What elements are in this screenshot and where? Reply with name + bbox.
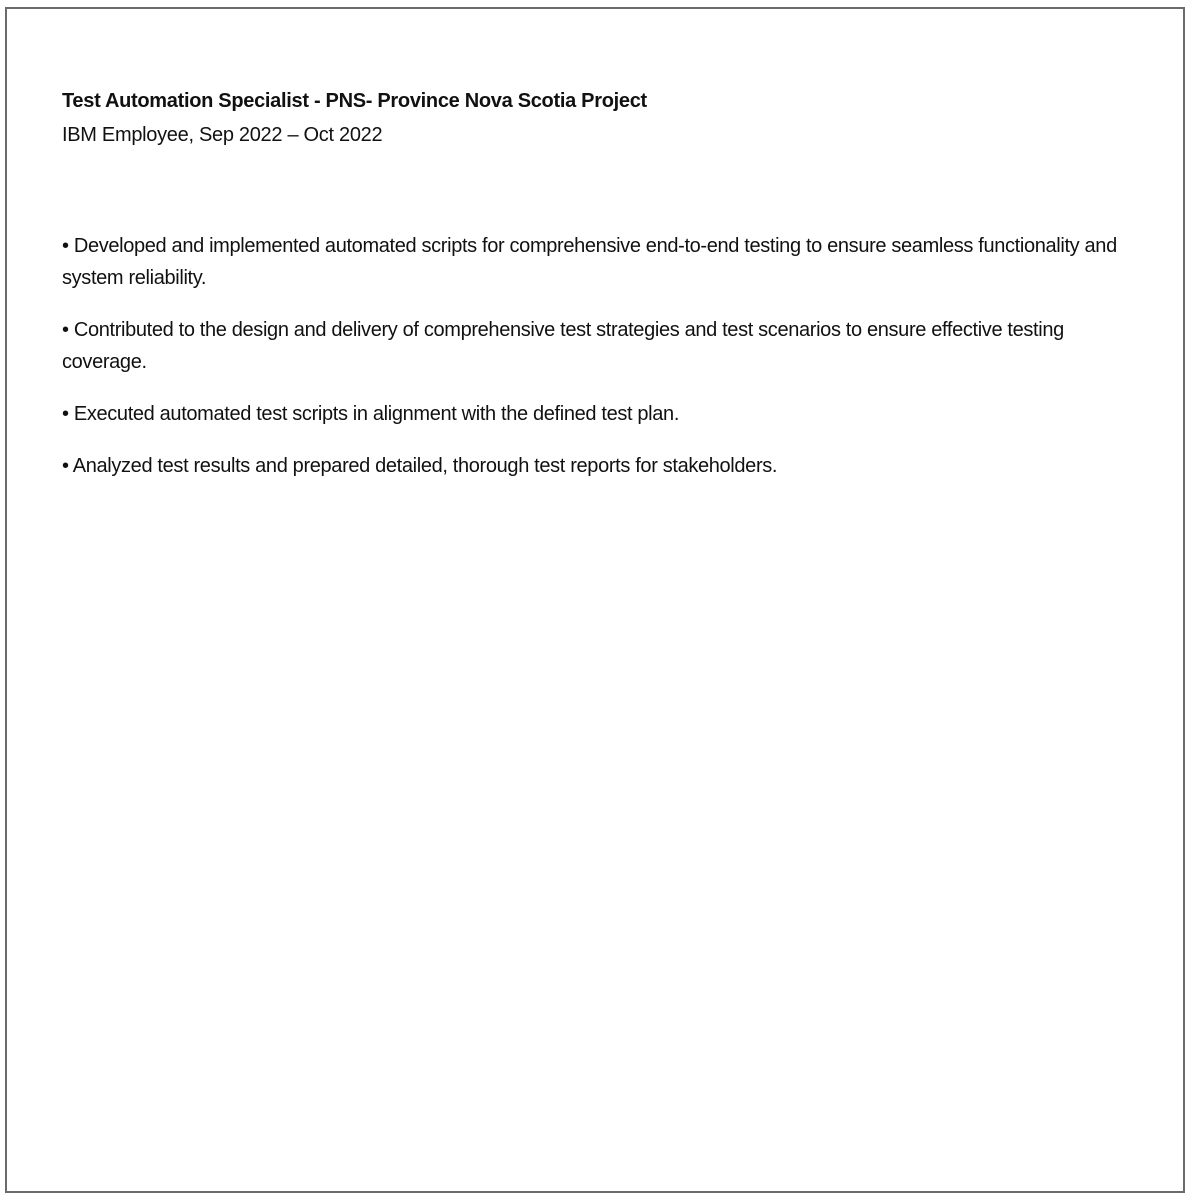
responsibility-item: • Developed and implemented automated scripts for comprehensive end-to-end testing to ensure seamless functionality and system reliability.	[62, 235, 1117, 289]
document-page	[5, 7, 1185, 1193]
job-title: Test Automation Specialist - PNS- Province Nova Scotia Project	[62, 90, 647, 112]
responsibility-item: • Contributed to the design and delivery of comprehensive test strategies and test scenarios to ensure effective testing coverage.	[62, 319, 1064, 373]
responsibility-list	[62, 230, 1152, 482]
employment-details: IBM Employee, Sep 2022 – Oct 2022	[62, 124, 383, 146]
responsibility-item: • Executed automated test scripts in alignment with the defined test plan.	[62, 403, 680, 425]
experience-entry	[62, 87, 1152, 502]
responsibility-item: • Analyzed test results and prepared detailed, thorough test reports for stakeholders.	[62, 455, 778, 477]
